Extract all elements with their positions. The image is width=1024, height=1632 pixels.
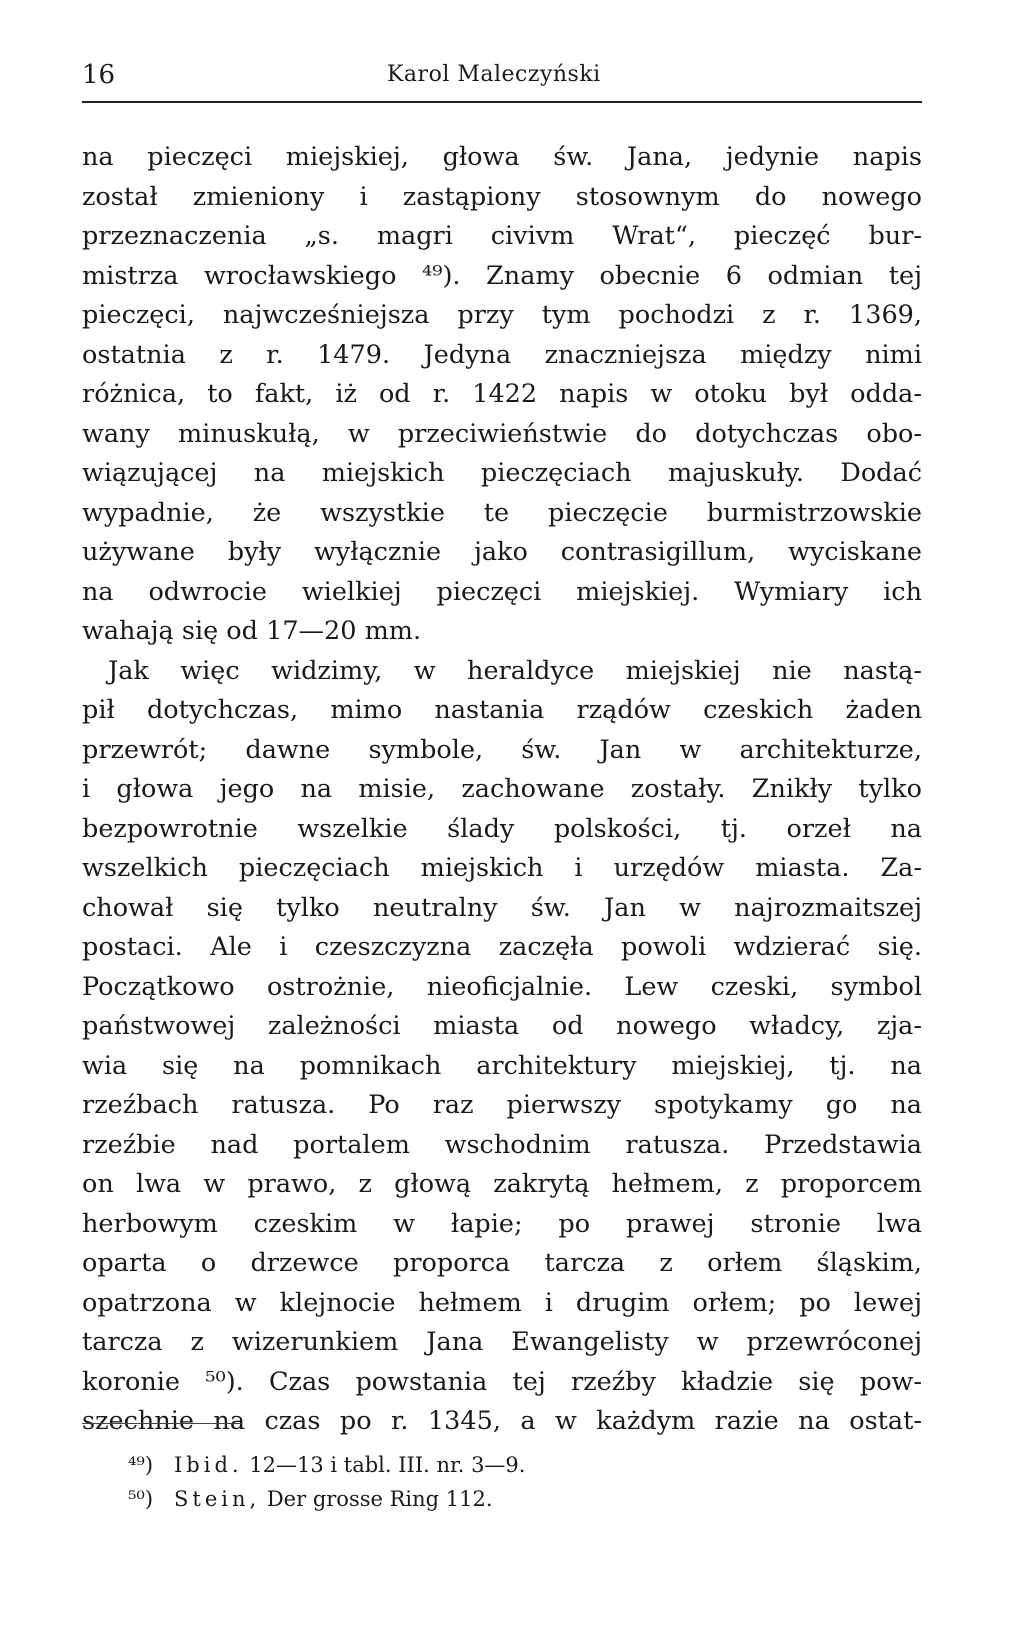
header-rule (82, 101, 922, 103)
text-line: na pieczęci miejskiej, głowa św. Jana, jedynie napis (82, 142, 922, 172)
text-line: opatrzona w klejnocie hełmem i drugim orłem; po lewej (82, 1287, 922, 1318)
text-line: oparta o drzewce proporca tarcza z orłem śląskim, (82, 1248, 922, 1278)
footnotes (128, 1448, 828, 1516)
text-line: on lwa w prawo, z głową zakrytą hełmem, z proporcem (82, 1169, 922, 1199)
text-line: rzeźbie nad portalem wschodnim ratusza. Przedstawia (82, 1129, 922, 1160)
page-number: 16 (82, 60, 116, 90)
text-line: przeznaczenia „s. magri civivm Wrat“, pieczęć bur- (82, 221, 922, 251)
text-line: chował się tylko neutralny św. Jan w najrozmaitszej (82, 892, 922, 923)
text-line: został zmieniony i zastąpiony stosownym do nowego (82, 181, 922, 212)
text-line: mistrza wrocławskiego ⁴⁹). Znamy obecnie 6 odmian tej (82, 260, 922, 291)
footnote-text: Der grosse Ring 112. (260, 1487, 493, 1511)
text-line: na odwrocie wielkiej pieczęci miejskiej. Wymiary ich (82, 576, 922, 607)
running-title-author: Karol Maleczyński (387, 62, 601, 87)
footnote-marker: ⁵⁰) (128, 1487, 154, 1511)
text-line: wia się na pomnikach architektury miejskiej, tj. na (82, 1050, 922, 1081)
text-line: wany minuskułą, w przeciwieństwie do dotychczas obo- (82, 418, 922, 449)
footnote-50 (128, 1482, 828, 1516)
text-line: używane były wyłącznie jako contrasigillum, wyciskane (82, 537, 922, 567)
text-line: Początkowo ostrożnie, nieoficjalnie. Lew czeski, symbol (82, 971, 922, 1002)
text-line: przewrót; dawne symbole, św. Jan w architekturze, (82, 734, 922, 765)
text-line: herbowym czeskim w łapie; po prawej stronie lwa (82, 1208, 922, 1239)
text-line: rzeźbach ratusza. Po raz pierwszy spotykamy go na (82, 1090, 922, 1120)
text-line: pieczęci, najwcześniejsza przy tym pochodzi z r. 1369, (82, 300, 922, 330)
text-line: państwowej zależności miasta od nowego władcy, zja- (82, 1011, 922, 1041)
text-line: wypadnie, że wszystkie te pieczęcie burmistrzowskie (82, 497, 922, 528)
footnote-marker: ⁴⁹) (128, 1453, 154, 1477)
footnote-author: Ibid. (174, 1453, 243, 1477)
text-line: tarcza z wizerunkiem Jana Ewangelisty w przewróconej (82, 1327, 922, 1357)
text-line: koronie ⁵⁰). Czas powstania tej rzeźby kładzie się pow- (82, 1366, 922, 1397)
footnote-49 (128, 1448, 828, 1482)
text-line: różnica, to fakt, iż od r. 1422 napis w otoku był odda- (82, 379, 922, 409)
footnote-rule (82, 1423, 242, 1424)
text-line: wiązującej na miejskich pieczęciach majuskuły. Dodać (82, 458, 922, 488)
text-line: i głowa jego na misie, zachowane zostały. Znikły tylko (82, 774, 922, 804)
text-line: Jak więc widzimy, w heraldyce miejskiej nie nastą- (108, 655, 922, 686)
text-line: wahają się od 17—20 mm. (82, 616, 422, 646)
footnote-author: Stein, (174, 1487, 261, 1511)
text-line: ostatnia z r. 1479. Jedyna znaczniejsza między nimi (82, 339, 922, 370)
text-line: postaci. Ale i czeszczyzna zaczęła powoli wdzierać się. (82, 932, 922, 962)
text-line: wszelkich pieczęciach miejskich i urzędów miasta. Za- (82, 853, 922, 883)
text-line: pił dotychczas, mimo nastania rządów czeskich żaden (82, 695, 922, 725)
body-text (82, 138, 922, 1442)
text-line: bezpowrotnie wszelkie ślady polskości, tj. orzeł na (82, 813, 922, 844)
footnote-text: 12—13 i tabl. III. nr. 3—9. (242, 1453, 526, 1477)
text-line: szechnie na czas po r. 1345, a w każdym razie na ostat- (82, 1406, 922, 1436)
running-head (82, 58, 922, 98)
